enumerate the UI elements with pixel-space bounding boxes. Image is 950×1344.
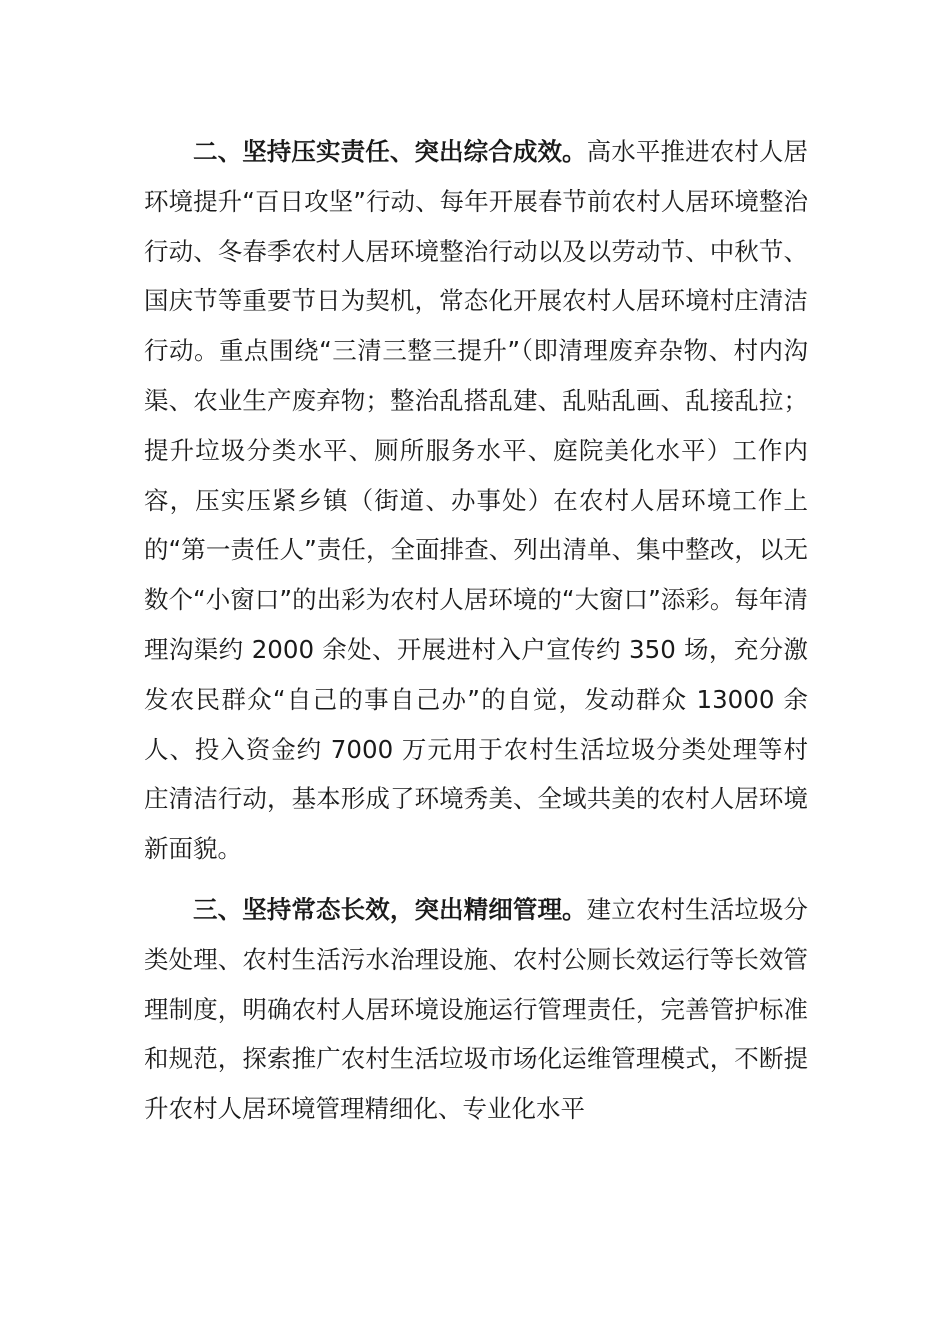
paragraph-two-text: 高水平推进农村人居环境提升“百日攻坚”行动、每年开展春节前农村人居环境整治行动、冬春季农村人居环境整治行动以及以劳动节、中秋节、国庆节等重要节日为契机，常态化开展农村人居环境村庄清洁行动。重点围绕“三清三整三提升”（即清理废弃杂物、村内沟渠、农业生产废弃物；整治乱搭乱建、乱贴乱画、乱接乱拉；提升垃圾分类水平、厕所服务水平、庭院美化水平）工作内容，压实压紧乡镇（街道、办事处）在农村人居环境工作上的“第一责任人”责任，全面排查、列出清单、集中整改，以无数个“小窗口”的出彩为农村人居环境的“大窗口”添彩。每年清理沟渠约 2000 余处、开展进村入户宣传约 350 场，充分激发农民群众“自己的事自己办”的自觉，发动群众 13000 余人、投入资金约 7000 万元用于农村生活垃圾分类处理等村庄清洁行动，基本形成了环境秀美、全域共美的农村人居环境新面貌。 xyxy=(144,137,809,864)
paragraph-two xyxy=(144,127,808,874)
paragraph-three-heading: 三、坚持常态长效，突出精细管理。 xyxy=(193,894,587,924)
document-body xyxy=(144,127,808,1134)
paragraph-three-text: 建立农村生活垃圾分类处理、农村生活污水治理设施、农村公厕长效运行等长效管理制度，明确农村人居环境设施运行管理责任，完善管护标准和规范，探索推广农村生活垃圾市场化运维管理模式，不断提升农村人居环境管理精细化、专业化水平 xyxy=(144,894,809,1124)
paragraph-two-heading: 二、坚持压实责任、突出综合成效。 xyxy=(193,137,587,166)
paragraph-three xyxy=(144,885,808,1134)
